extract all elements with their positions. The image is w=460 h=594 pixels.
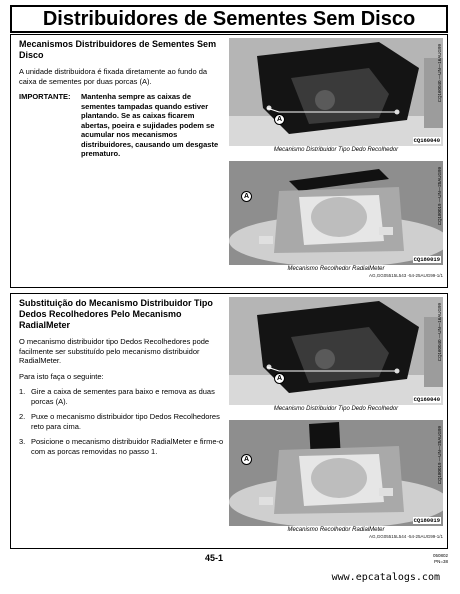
important-note — [19, 92, 224, 159]
step-item — [19, 412, 224, 431]
important-text: Mantenha sempre as caixas de sementes tampadas quando estiver plantando. Se as caixas ficarem abertas, poeira e sujidades podem se acumular nos mecanismos distribuidores, causando um desgaste prematuro. — [81, 92, 219, 158]
step-text: Gire a caixa de sementes para baixo e remova as duas porcas (A). — [31, 387, 215, 406]
reference-code: AG,GG05515L543 -54-25AUG99-1/1 — [368, 273, 443, 278]
photo-code: CQ160040 — [413, 137, 440, 144]
section2-paragraph-1: O mecanismo distribuidor tipo Dedos Recolhedores pode facilmente ser substituído pelo mecanismo distribuidor RadialMeter. — [19, 337, 210, 365]
section2-text — [19, 298, 224, 462]
photo-finger-meter — [229, 297, 443, 405]
photo-radial-meter — [229, 420, 443, 526]
footer-code-line-1: 050802 — [432, 553, 448, 558]
figure-caption: Mecanismo Distribuidor Tipo Dedo Recolhedor — [273, 147, 399, 153]
figure-radial-meter-2 — [229, 420, 443, 540]
section1-text — [19, 39, 224, 165]
watermark: www.epcatalogs.com — [331, 572, 440, 583]
radial-meter-illustration — [229, 420, 443, 526]
reference-code: AG,GG05515L544 -54-25AUG99-1/1 — [368, 534, 443, 539]
callout-a: A — [241, 454, 252, 465]
radial-meter-illustration — [229, 161, 443, 265]
photo-vertical-code: CQ160040 —UN—16AUG99 — [437, 44, 442, 103]
photo-radial-meter — [229, 161, 443, 265]
photo-vertical-code: CQ160040 —UN—16AUG99 — [437, 303, 442, 362]
photo-finger-meter — [229, 38, 443, 146]
photo-code: CQ160040 — [413, 396, 440, 403]
important-label: IMPORTANTE: — [19, 92, 71, 101]
step-item — [19, 437, 224, 456]
step-text: Puxe o mecanismo distribuidor tipo Dedos Recolhedores reto para cima. — [31, 412, 220, 431]
finger-meter-illustration — [229, 297, 443, 405]
photo-code: CQ180019 — [413, 256, 440, 263]
section1-heading: Mecanismos Distribuidores de Sementes Sem Disco — [19, 39, 217, 60]
photo-code: CQ180019 — [413, 517, 440, 524]
callout-a: A — [274, 373, 285, 384]
figure-finger-meter-1 — [229, 38, 443, 154]
photo-vertical-code: CQ180019 —UN—25AUG99 — [437, 167, 442, 226]
finger-meter-illustration — [229, 38, 443, 146]
footer-code-line-2: PN=38 — [434, 559, 448, 564]
page-title: Distribuidores de Sementes Sem Disco — [10, 5, 448, 33]
figure-radial-meter-1 — [229, 161, 443, 279]
section-seedless-meters — [10, 34, 448, 288]
callout-a: A — [274, 114, 285, 125]
step-number: 3. — [19, 437, 26, 446]
page-number: 45-1 — [205, 553, 224, 563]
section2-paragraph-2: Para isto faça o seguinte: — [19, 371, 104, 381]
step-item — [19, 387, 224, 406]
figure-caption: Mecanismo Distribuidor Tipo Dedo Recolhedor — [273, 406, 399, 412]
section2-heading: Substituição do Mecanismo Distribuidor Tipo Dedos Recolhedores Pelo Mecanismo RadialMeter — [19, 298, 213, 330]
callout-a: A — [241, 191, 252, 202]
step-text: Posicione o mecanismo distribuidor RadialMeter e firme-o com as porcas removidas no passo 1. — [31, 437, 224, 456]
figure-finger-meter-2 — [229, 297, 443, 413]
photo-vertical-code: CQ180019 —UN—25AUG99 — [437, 426, 442, 485]
step-number: 2. — [19, 412, 26, 421]
footer-code — [433, 553, 448, 565]
figure-caption: Mecanismo Recolhedor RadialMeter — [287, 266, 385, 272]
section1-paragraph: A unidade distribuidora é fixada diretamente ao fundo da caixa de sementes por duas porcas (A). — [19, 67, 208, 86]
section-replace-meter — [10, 293, 448, 549]
step-number: 1. — [19, 387, 26, 396]
figure-caption: Mecanismo Recolhedor RadialMeter — [287, 527, 385, 533]
